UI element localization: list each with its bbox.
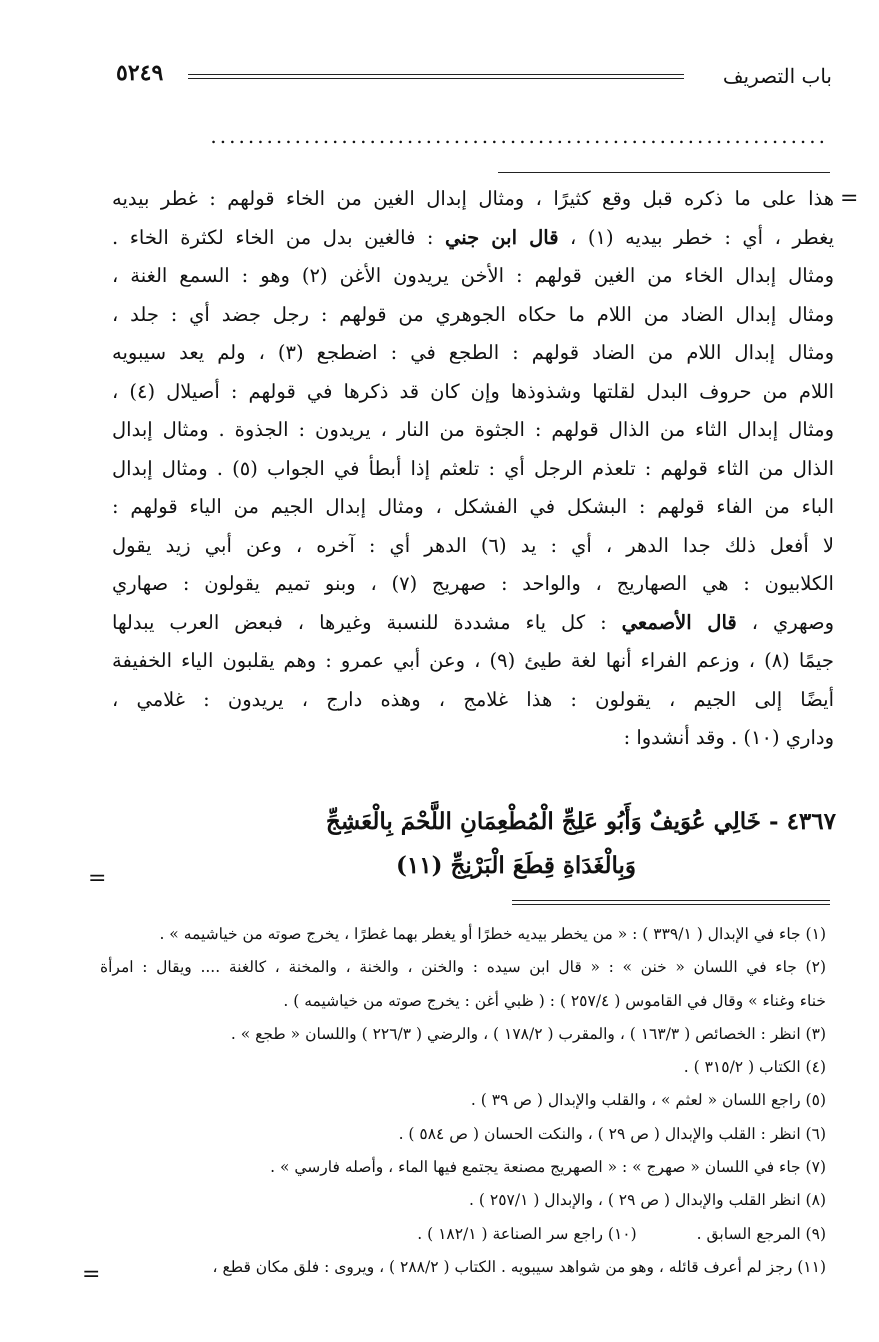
footnote-2: (٢) جاء في اللسان « خنن » : « قال ابن سيده : والخنن ، والخنة ، والمخنة ، كالغنة .... ويقال : امرأة [100, 958, 826, 977]
footnote-4: (٤) الكتاب ( ٣١٥/٢ ) . [683, 1058, 826, 1077]
text-line-11: الكلابيون : هي الصهاريج ، والواحد : صهريج (٧) ، وبنو تميم يقولون : صهاري [112, 572, 834, 595]
page-number: ٥٢٤٩ [116, 60, 164, 86]
text-line-2: يغطر ، أي : خطر بيديه (١) ، قال ابن جني : فالغين بدل من الخاء لكثرة الخاء . [112, 225, 834, 249]
text-line-9: الباء من الفاء قولهم : البشكل في الفشكل ، ومثال إبدال الجيم من الياء قولهم : [112, 495, 834, 518]
text-line-7: ومثال إبدال الثاء من الذال قولهم : الجثوة من النار ، يريدون : الجذوة . ومثال إبدال [112, 418, 834, 441]
chapter-title: باب التصريف [722, 64, 832, 88]
text-line-3: ومثال إبدال الخاء من الغين قولهم : الأخن يريدون الأغن (٢) وهو : السمع الغنة ، [112, 264, 834, 287]
text-line-10: لا أفعل ذلك جدا الدهر ، أي : يد (٦) الدهر أي : آخره ، وعن أبي زيد يقول [112, 533, 834, 557]
asmai-label: قال الأصمعي [621, 610, 737, 634]
text-line-15: وداري (١٠) . وقد أنشدوا : [623, 726, 834, 749]
footnote-2-cont: خناء وغناء » وقال في القاموس ( ٢٥٧/٤ ) : ( ظبي أغن : يخرج صوته من خياشيمه ) . [283, 991, 826, 1010]
main-text [112, 180, 834, 758]
text-line-14: أيضًا إلى الجيم ، يقولون : هذا غلامج ، وهذه دارج ، يريدون : غلامي ، [112, 687, 834, 711]
footnote-7: (٧) جاء في اللسان « صهرج » : « الصهريج مصنعة يجتمع فيها الماء ، وأصله فارسي » . [270, 1158, 826, 1177]
section-rule [498, 172, 830, 173]
header-double-rule [188, 74, 684, 79]
text-line-8: الذال من الثاء قولهم : تلعذم الرجل أي : تلعثم إذا أبطأ في الجواب (٥) . ومثال إبدال [112, 456, 834, 480]
footnote-10: (١٠) راجع سر الصناعة ( ١٨٢/١ ) . [417, 1224, 637, 1243]
text-line-1: هذا على ما ذكره قبل وقع كثيرًا ، ومثال إبدال الغين من الخاء قولهم : غطر بيديه [112, 187, 834, 210]
text-line-12: وصهري ، قال الأصمعي : كل ياء مشددة للنسبة وغيرها ، فبعض العرب يبدلها [112, 610, 834, 634]
text-line-6: اللام من حروف البدل لقلتها وشذوذها وإن كان قد ذكرها في قولهم : أصيلال (٤) ، [112, 379, 834, 403]
text-line-5: ومثال إبدال اللام من الضاد قولهم : الطجع في : اضطجع (٣) ، ولم يعد سيبويه [112, 341, 834, 364]
footnote-3: (٣) انظر : الخصائص ( ١٦٣/٣ ) ، والمقرب ( ١٧٨/٢ ) ، والرضي ( ٢٢٦/٣ ) واللسان « طجع » . [230, 1024, 826, 1043]
verse-line-1: ٤٣٦٧ - خَالِي عُوَيفٌ وَأَبُو عَلِجِّ الْمُطْعِمَانِ اللَّحْمَ بِالْعَشِجِّ [325, 808, 836, 835]
footnotes-9-10-row [100, 1218, 826, 1251]
verse-line-2: وَبِالْغَدَاةِ قِطَعَ الْبَرْنِجِّ (١١) [395, 852, 637, 879]
ibn-jinni-label: قال ابن جني [445, 225, 559, 249]
text-line-13: جيمًا (٨) ، وزعم الفراء أنها لغة طيئ (٩) ، وعن أبي عمرو : وهم يقلبون الياء الخفيفة [112, 649, 834, 672]
continuation-mark-verse: = [88, 866, 107, 891]
text-line-4: ومثال إبدال الضاد من اللام ما حكاه الجوهري من قولهم : رجل جضد أي : جلد ، [112, 302, 834, 326]
footnote-6: (٦) انظر : القلب والإبدال ( ص ٢٩ ) ، والنكت الحسان ( ص ٥٨٤ ) . [398, 1124, 826, 1143]
footnote-8: (٨) انظر القلب والإبدال ( ص ٢٩ ) ، والإبدال ( ٢٥٧/١ ) . [469, 1191, 826, 1210]
running-header [116, 60, 832, 94]
continuation-mark-top: = [840, 186, 859, 211]
footnotes [100, 918, 826, 1284]
footnote-rule [512, 900, 830, 905]
continuation-mark-notes: = [82, 1262, 101, 1287]
omission-dots: .................................................................. [210, 124, 828, 144]
footnote-1: (١) جاء في الإبدال ( ٣٣٩/١ ) : « من يخطر بيديه خطرًا أو يغطر بهما غطرًا ، يخرج صوته من خياشيمه » . [159, 925, 826, 943]
footnote-11: (١١) رجز لم أعرف قائله ، وهو من شواهد سيبويه . الكتاب ( ٢٨٨/٢ ) ، ويروى : فلق مكان قطع ، [212, 1257, 826, 1276]
footnote-5: (٥) راجع اللسان « لعثم » ، والقلب والإبدال ( ص ٣٩ ) . [470, 1091, 826, 1110]
footnote-9: (٩) المرجع السابق . [696, 1224, 826, 1243]
